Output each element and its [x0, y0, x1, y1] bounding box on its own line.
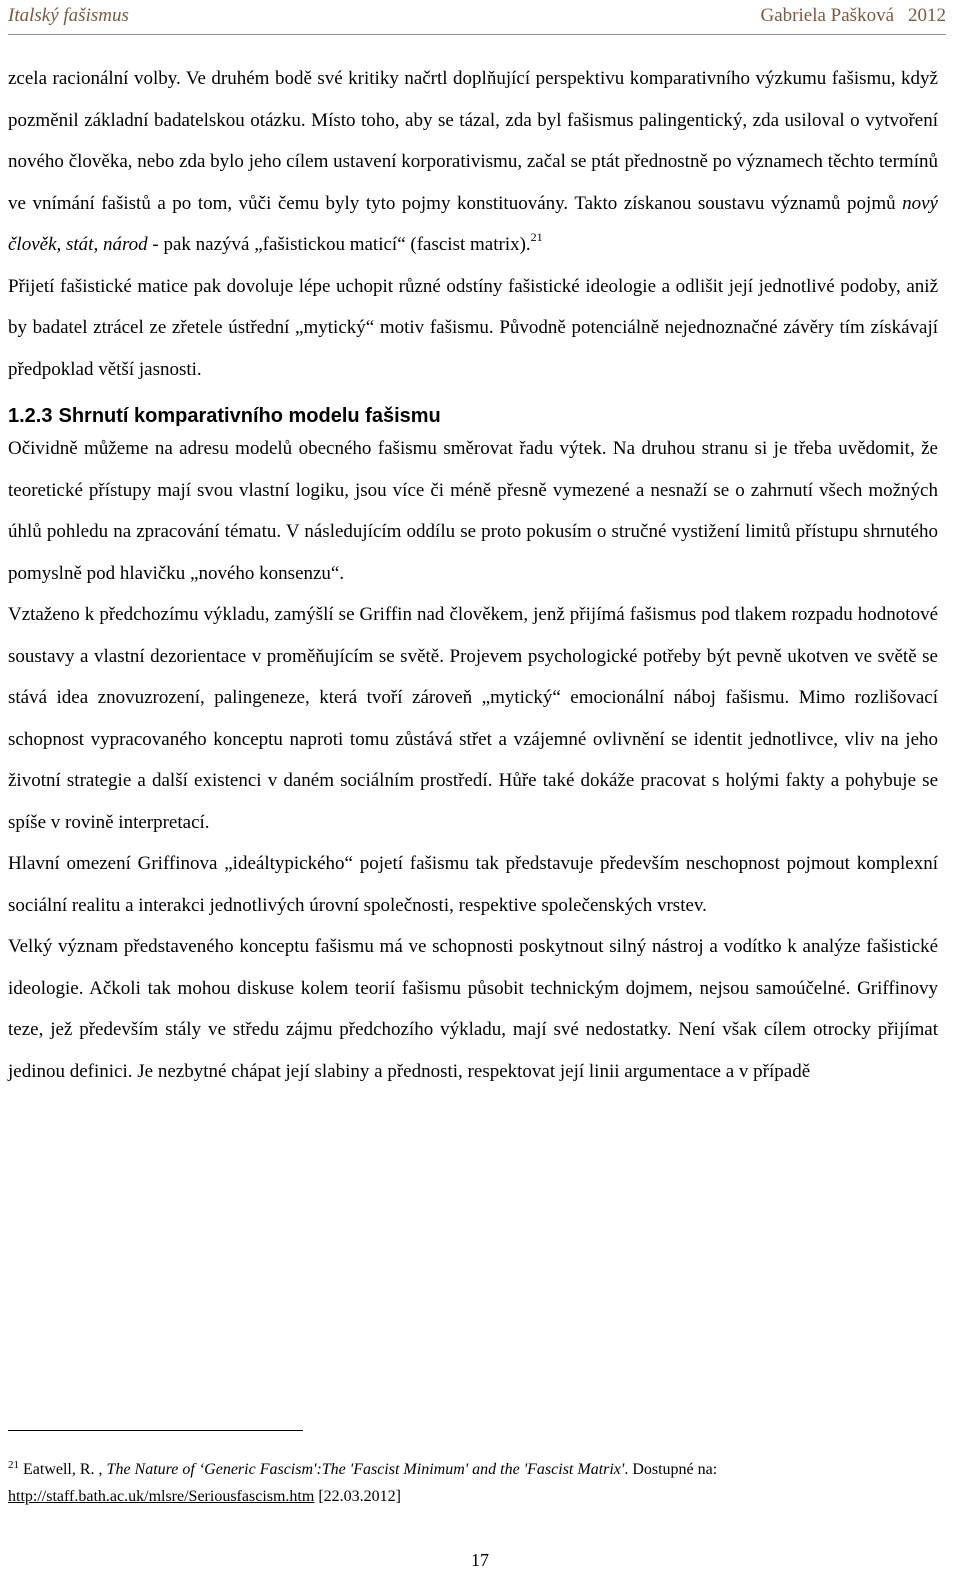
- paragraph: Velký význam představeného konceptu fašismu má ve schopnosti poskytnout silný nástroj a vodítko k analýze fašistické ideologie. Ačkoli tak mohou diskuse kolem teorií fašismu působit technickým dojmem, nejsou samoúčelné. Griffinovy teze, jež především stály ve středu zájmu předchozího výkladu, mají své nedostatky. Není však cílem otrocky přijímat jedinou definici. Je nezbytné chápat její slabiny a přednosti, respektovat její linii argumentace a v případě: [8, 936, 938, 1082]
- footnote-number: 21: [8, 1459, 19, 1471]
- paragraph: Očividně můžeme na adresu modelů obecného fašismu směrovat řadu výtek. Na druhou stranu si je třeba uvědomit, že teoretické přístupy mají svou vlastní logiku, jsou více či méně přesně vymezené a nesnaží se o zahrnutí všech možných úhlů pohledu na zpracování tématu. V následujícím oddílu se proto pokusím o stručné vystižení limitů přístupu shrnutého pomyslně pod hlavičku „nového konsenzu“.: [8, 438, 938, 584]
- paragraph-text-continued: - pak nazývá „fašistickou maticí“ (fascist matrix).: [147, 234, 531, 255]
- footnote-reference[interactable]: 21: [530, 230, 543, 244]
- page-header: [8, 0, 946, 35]
- footnote-link[interactable]: http://staff.bath.ac.uk/mlsre/Seriousfascism.htm: [8, 1488, 315, 1505]
- footnote: [8, 1456, 938, 1510]
- footnote-available: . Dostupné na:: [624, 1461, 718, 1478]
- italic-terms: nový člověk, stát, národ: [8, 192, 938, 255]
- header-year: 2012: [908, 5, 946, 26]
- footnote-author: Eatwell, R. ,: [23, 1461, 107, 1478]
- body-text: [8, 58, 938, 1092]
- header-author: Gabriela Pašková: [760, 5, 894, 26]
- paragraph: Přijetí fašistické matice pak dovoluje lépe uchopit různé odstíny fašistické ideologie a odlišit její jednotlivé podoby, aniž by badatel ztrácel ze zřetele ústřední „mytický“ motiv fašismu. Původně potenciálně nejednoznačné závěry tím získávají předpoklad větší jasnosti.: [8, 275, 938, 380]
- footnote-separator: [8, 1430, 303, 1431]
- paragraph: [8, 58, 938, 266]
- section-title: Shrnutí komparativního modelu fašismu: [58, 405, 441, 427]
- paragraph: Vztaženo k předchozímu výkladu, zamýšlí se Griffin nad člověkem, jenž přijímá fašismus pod tlakem rozpadu hodnotové soustavy a vlastní dezorientace v proměňujícím se světě. Projevem psychologické potřeby být pevně ukotven ve světě se stává idea znovuzrození, palingeneze, která tvoří zároveň „mytický“ emocionální náboj fašismu. Mimo rozlišovací schopnost vypracovaného konceptu naproti tomu zůstává střet a vzájemné ovlivnění se identit jednotlivce, vliv na jeho životní strategie a další existenci v daném sociálním prostředí. Hůře také dokáže pracovat s holými fakty a pohybuje se spíše v rovině interpretací.: [8, 604, 938, 833]
- footnote-title: The Nature of ‘Generic Fascism':The 'Fascist Minimum' and the 'Fascist Matrix': [106, 1461, 625, 1478]
- paragraph: Hlavní omezení Griffinova „ideáltypického“ pojetí fašismu tak představuje především neschopnost pojmout komplexní sociální realitu a interakci jednotlivých úrovní společnosti, respektive společenských vrstev.: [8, 853, 938, 916]
- section-heading: [8, 390, 938, 428]
- footnote-date: [22.03.2012]: [314, 1488, 401, 1505]
- page-number: 17: [471, 1550, 489, 1570]
- header-author-year: [761, 5, 946, 27]
- section-number: 1.2.3: [8, 405, 53, 427]
- paragraph-text: zcela racionální volby. Ve druhém bodě své kritiky načrtl doplňující perspektivu komparativního výzkumu fašismu, když pozměnil základní badatelskou otázku. Místo toho, aby se tázal, zda byl fašismus palingentický, zda usiloval o vytvoření nového člověka, nebo zda bylo jeho cílem ustavení korporativismu, začal se ptát přednostně po významech těchto termínů ve vnímání fašistů a po tom, vůči čemu byly tyto pojmy konstituovány. Takto získanou soustavu významů pojmů: [8, 68, 938, 214]
- header-title: Italský fašismus: [8, 5, 129, 26]
